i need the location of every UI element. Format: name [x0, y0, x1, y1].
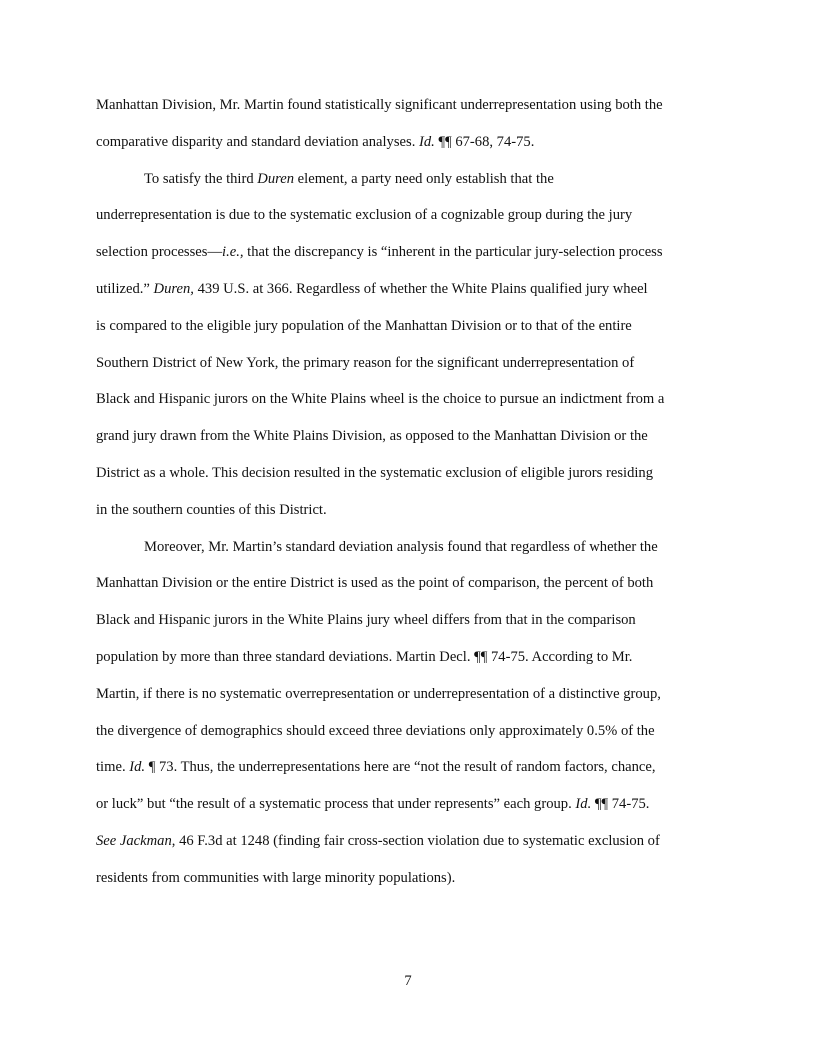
text-line: [96, 96, 663, 114]
text-run: Manhattan Division, Mr. Martin found statistically significant underrepresentation using both the: [96, 97, 663, 113]
text-line: [144, 170, 554, 188]
text-line: [96, 685, 661, 703]
text-line: [96, 427, 648, 445]
text-run: 439 U.S. at 366. Regardless of whether the White Plains qualified jury wheel: [193, 281, 648, 297]
text-run: time.: [96, 759, 130, 776]
text-line: [96, 243, 663, 261]
text-run: To satisfy the third: [144, 170, 258, 187]
text-run: , 46 F.3d at 1248 (finding fair cross-section violation due to systematic exclusion of: [171, 833, 660, 849]
text-run: ¶¶ 74-75.: [591, 796, 650, 813]
text-line: [96, 722, 655, 740]
text-line: [96, 758, 656, 776]
text-line: [96, 317, 632, 335]
citation-italic: Duren,: [153, 281, 194, 297]
text-run: the divergence of demographics should exceed three deviations only approximately 0.5% of the: [96, 722, 655, 739]
text-line: [96, 464, 653, 482]
text-run: Manhattan Division or the entire District is used as the point of comparison, the percent of both: [96, 575, 654, 592]
text-run: is compared to the eligible jury population of the Manhattan Division or to that of the entire: [96, 317, 632, 334]
text-run: utilized.”: [96, 281, 154, 297]
text-line: [96, 832, 660, 850]
text-run: selection processes—: [96, 244, 223, 261]
text-run: grand jury drawn from the White Plains Division, as opposed to the Manhattan Division or the: [96, 428, 648, 445]
text-run: underrepresentation is due to the systematic exclusion of a cognizable group during the jury: [96, 207, 633, 224]
text-line: [96, 133, 534, 151]
text-run: comparative disparity and standard deviation analyses.: [96, 133, 419, 150]
text-run: ¶ 73. Thus, the underrepresentations here are “not the result of random factors, chance,: [145, 759, 656, 776]
text-run: population by more than three standard deviations. Martin Decl. ¶¶ 74-75. According to Mr.: [96, 649, 633, 665]
page-number: 7: [404, 973, 412, 989]
text-line: [96, 354, 634, 372]
text-line: [96, 574, 653, 592]
text-line: [96, 648, 632, 666]
citation-italic: Id.: [419, 133, 435, 150]
text-run: that the discrepancy is “inherent in the particular jury-selection process: [243, 244, 663, 261]
text-run: element, a party need only establish that the: [294, 170, 554, 187]
citation-italic: Id.: [129, 759, 146, 776]
text-run: in the southern counties of this District.: [96, 501, 327, 518]
citation-italic: i.e.,: [222, 244, 244, 261]
text-run: Martin, if there is no systematic overrepresentation or underrepresentation of a distinctive group,: [96, 685, 661, 702]
citation-italic: See Jackman: [96, 833, 172, 849]
text-line: [96, 611, 636, 629]
text-line: [96, 501, 327, 519]
text-line: [144, 538, 658, 556]
citation-italic: Id.: [575, 796, 592, 813]
text-line: [96, 206, 632, 224]
text-line: [96, 390, 664, 408]
text-line: [96, 795, 649, 813]
text-run: Southern District of New York, the primary reason for the significant underrepresentation of: [96, 354, 635, 371]
text-run: Moreover, Mr. Martin’s standard deviation analysis found that regardless of whether the: [144, 538, 658, 555]
text-line: [96, 869, 455, 887]
text-line: [96, 280, 648, 298]
text-run: Black and Hispanic jurors on the White Plains wheel is the choice to pursue an indictment from a: [96, 391, 665, 408]
text-run: or luck” but “the result of a systematic process that under represents” each group.: [96, 796, 576, 813]
citation-italic: Duren: [257, 170, 295, 187]
text-run: Black and Hispanic jurors in the White Plains jury wheel differs from that in the comparison: [96, 612, 636, 629]
text-run: residents from communities with large minority populations).: [96, 869, 456, 886]
text-run: District as a whole. This decision resulted in the systematic exclusion of eligible jurors residing: [96, 465, 654, 481]
text-run: ¶¶ 67-68, 74-75.: [434, 133, 535, 150]
